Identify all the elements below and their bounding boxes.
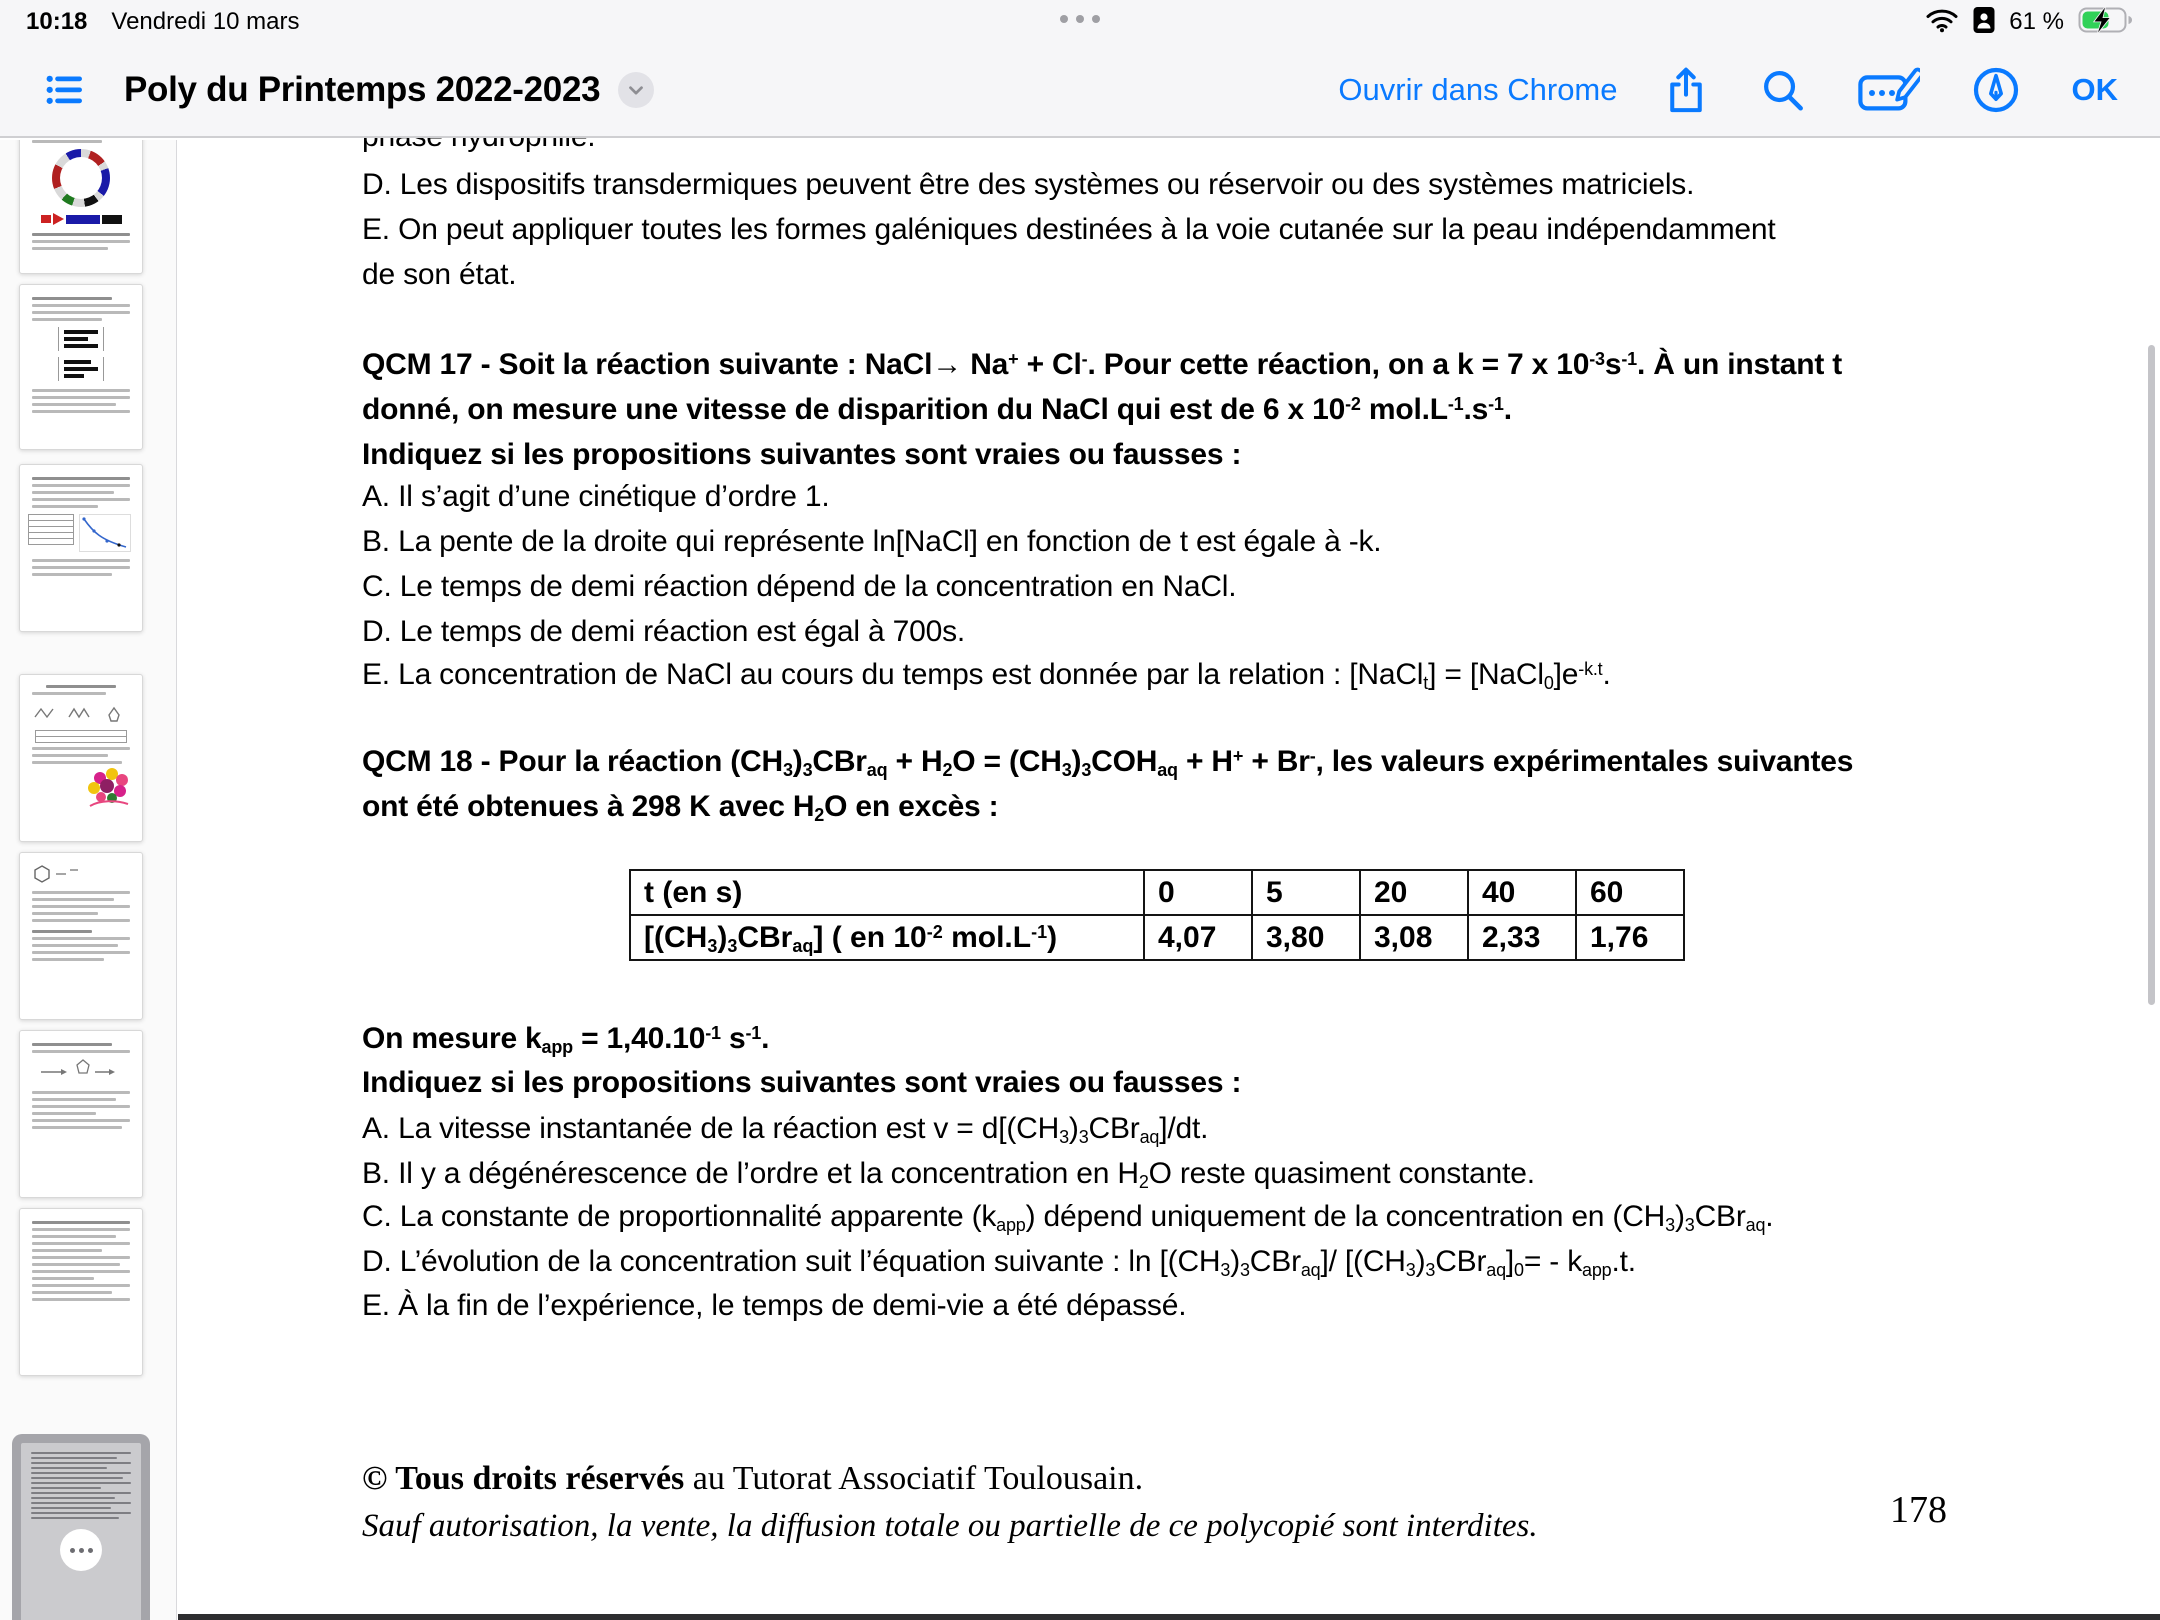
table-cell: 1,76 <box>1576 915 1684 960</box>
restriction-line: Sauf autorisation, la vente, la diffusion totale ou partielle de ce polycopié sont interdites. <box>362 1508 1538 1544</box>
status-time: 10:18 <box>26 8 88 35</box>
kapp-line: On mesure $k_{app} = 1,40.10^{-1}$ $s^{-1}$. <box>362 1022 770 1058</box>
doc-line: Indiquez si les propositions suivantes sont vraies ou fausses : <box>362 1066 1242 1099</box>
chevron-down-icon <box>625 79 647 101</box>
open-in-chrome-link[interactable]: Ouvrir dans Chrome <box>1338 72 1618 107</box>
page-thumbnail[interactable] <box>19 464 143 632</box>
table-cell: 20 <box>1360 870 1468 915</box>
thumbnail-more-indicator <box>60 1529 102 1571</box>
pen-icon <box>1972 66 2020 114</box>
page-text <box>362 114 2022 1549</box>
table-row <box>630 915 1684 960</box>
doc-line: Indiquez si les propositions suivantes sont vraies ou fausses : <box>362 438 1242 471</box>
qcm18-heading: QCM 18 - Pour la réaction $(CH_3)_3CBr_{aq} + H_2O = (CH_3)_3COH_{aq} + H^+ + Br^-$, les valeurs expérimentales suivantes <box>362 745 1854 781</box>
pdf-page <box>178 140 2160 1620</box>
table-cell: 40 <box>1468 870 1576 915</box>
table-cell: 2,33 <box>1468 915 1576 960</box>
mini-reaction-scheme <box>33 1057 129 1087</box>
doc-line: C. Le temps de demi réaction dépend de la concentration en NaCl. <box>362 570 1237 603</box>
doc-line: D. Le temps de demi réaction est égal à 700s. <box>362 615 966 648</box>
table-cell: 3,08 <box>1360 915 1468 960</box>
table-cell: 3,80 <box>1252 915 1360 960</box>
doc-line: E. La concentration de NaCl au cours du temps est donnée par la relation : [NaCl$_t$] = $[NaCl_0]e^{-k.t}$. <box>362 658 1611 694</box>
markup-button[interactable] <box>1858 67 1920 113</box>
page-thumbnail[interactable] <box>19 1208 143 1376</box>
copyright-line: © Tous droits réservés au Tutorat Associatif Toulousain. <box>362 1460 1144 1497</box>
page-thumbnail[interactable] <box>19 1030 143 1198</box>
page-thumbnail[interactable] <box>19 284 143 450</box>
table-cell: 5 <box>1252 870 1360 915</box>
document-title: Poly du Printemps 2022-2023 <box>124 70 601 109</box>
battery-percent: 61 % <box>2009 8 2064 35</box>
table-row <box>630 870 1684 915</box>
markup-icon <box>1858 67 1920 113</box>
doc-line: E. On peut appliquer toutes les formes galéniques destinées à la voie cutanée sur la peau indépendamment <box>362 213 1776 246</box>
doc-line: C. La constante de proportionnalité apparente $(k_{app})$ dépend uniquement de la concentration en $(CH_3)_3CBr_{aq}$. <box>362 1200 1774 1236</box>
qcm17-heading: QCM 17 - Soit la réaction suivante : NaCl→ Na+ + Cl-. Pour cette réaction, on a k = 7 x $10^{-3}s^{-1}$. À un instant t <box>362 348 1843 381</box>
ok-button[interactable]: OK <box>2071 72 2118 107</box>
doc-line: E. À la fin de l’expérience, le temps de demi-vie a été dépassé. <box>362 1289 1187 1322</box>
page-thumbnail-current[interactable] <box>12 1434 150 1620</box>
page-thumbnail[interactable] <box>19 852 143 1020</box>
status-bar <box>0 0 2160 44</box>
battery-charging-icon <box>2078 6 2134 39</box>
table-cell: $[(CH_3)_3CBr_{aq}]$ ( en $10^{-2}$ $mol.L^{-1}$) <box>630 915 1144 960</box>
title-menu-button[interactable] <box>618 72 654 108</box>
table-cell: 60 <box>1576 870 1684 915</box>
doc-line: de son état. <box>362 258 517 291</box>
page-number: 178 <box>1890 1489 1947 1531</box>
qcm18-heading: ont été obtenues à 298 K avec $H_2O$ en excès : <box>362 790 999 826</box>
multitask-dots-icon <box>1060 15 1100 23</box>
search-icon <box>1760 67 1806 113</box>
table-cell: 0 <box>1144 870 1252 915</box>
mini-curve-chart <box>79 514 131 552</box>
doc-line: D. Les dispositifs transdermiques peuvent être des systèmes ou réservoir ou des systèmes matriciels. <box>362 168 1695 201</box>
doc-line: B. La pente de la droite qui représente ln[NaCl] en fonction de t est égale à -k. <box>362 525 1382 558</box>
share-icon <box>1664 65 1708 115</box>
wifi-icon <box>1925 7 1959 38</box>
doc-line: D. L’évolution de la concentration suit l’équation suivante : $\ln [(CH_3)_3CBr_{aq}]/$ $[(CH_3)_3CBr_{aq}]_0= - k_{app}.t$. <box>362 1245 1636 1281</box>
doc-line: B. Il y a dégénérescence de l’ordre et la concentration en $H_2O$ reste quasiment constante. <box>362 1157 1535 1193</box>
doc-line: A. Il s’agit d’une cinétique d’ordre 1. <box>362 480 830 513</box>
status-date: Vendredi 10 mars <box>111 8 300 35</box>
kinetics-data-table <box>629 869 1685 961</box>
search-button[interactable] <box>1760 67 1806 113</box>
qcm17-heading: donné, on mesure une vitesse de disparition du NaCl qui est de 6 x $10^{-2}$ $mol.L^{-1}.s^{-1}$. <box>362 393 1512 426</box>
page-thumbnail[interactable] <box>19 674 143 842</box>
toc-list-icon[interactable] <box>42 66 86 115</box>
table-cell: t (en s) <box>630 870 1144 915</box>
table-cell: 4,07 <box>1144 915 1252 960</box>
page-thumbnail[interactable] <box>19 140 143 274</box>
mini-structures <box>29 699 133 725</box>
toolbar <box>0 44 2160 138</box>
vertical-scrollbar[interactable] <box>2148 345 2155 1005</box>
mini-flower-bouquet <box>80 766 136 810</box>
doc-line: A. La vitesse instantanée de la réaction est $v = d[(CH_3)_3CBr_{aq}]/dt$. <box>362 1112 1209 1148</box>
pen-annotate-button[interactable] <box>1972 66 2020 114</box>
next-page-edge <box>178 1614 2160 1620</box>
profile-badge-icon <box>1973 6 1995 39</box>
share-button[interactable] <box>1664 65 1708 115</box>
thumbnail-sidebar <box>0 140 177 1620</box>
mini-benzene <box>32 863 82 887</box>
